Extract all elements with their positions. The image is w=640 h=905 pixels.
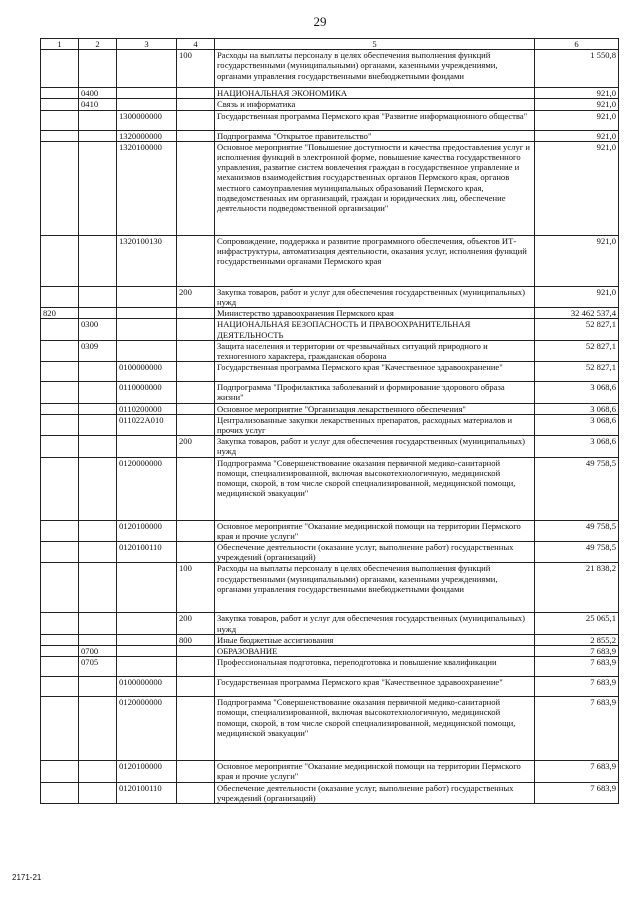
cell-expense-type: 800 <box>177 634 215 645</box>
cell-amount: 7 683,9 <box>535 761 619 782</box>
cell-section <box>79 613 117 634</box>
table-row <box>41 235 619 286</box>
cell-amount: 7 683,9 <box>535 697 619 761</box>
cell-description: Подпрограмма "Открытое правительство" <box>215 130 535 141</box>
table-row <box>41 362 619 382</box>
cell-target-article: 0100000000 <box>117 362 177 382</box>
column-header: 2 <box>79 39 117 50</box>
cell-target-article: 0120000000 <box>117 697 177 761</box>
cell-description: Основное мероприятие "Оказание медицинской помощи на территории Пермского края и прочие услуги" <box>215 761 535 782</box>
cell-section: 0300 <box>79 319 117 340</box>
cell-expense-type: 200 <box>177 436 215 457</box>
cell-target-article: 1320100000 <box>117 141 177 235</box>
cell-section <box>79 563 117 613</box>
table-row <box>41 141 619 235</box>
cell-section: 0309 <box>79 340 117 361</box>
cell-description: Закупка товаров, работ и услуг для обеспечения государственных (муниципальных) нужд <box>215 613 535 634</box>
cell-code <box>41 50 79 88</box>
cell-amount: 3 068,6 <box>535 382 619 403</box>
document-code: 2171-21 <box>12 873 42 882</box>
cell-description: Подпрограмма "Совершенствование оказания первичной медико-санитарной помощи, специализированной, включая высокотехнологичную, медицинской помощи, скорой, в том числе скорой специализированной, медицинской помощи, медицинской эвакуации" <box>215 457 535 520</box>
cell-target-article <box>117 319 177 340</box>
cell-target-article <box>117 340 177 361</box>
cell-amount: 7 683,9 <box>535 677 619 697</box>
cell-expense-type <box>177 141 215 235</box>
table-row <box>41 613 619 634</box>
cell-description: Подпрограмма "Профилактика заболеваний и формирование здорового образа жизни" <box>215 382 535 403</box>
table-header-row <box>41 39 619 50</box>
cell-amount: 49 758,5 <box>535 520 619 541</box>
cell-code <box>41 697 79 761</box>
cell-description: НАЦИОНАЛЬНАЯ ЭКОНОМИКА <box>215 88 535 99</box>
cell-expense-type <box>177 414 215 435</box>
cell-description: Государственная программа Пермского края "Развитие информационного общества" <box>215 110 535 130</box>
cell-expense-type <box>177 657 215 677</box>
cell-expense-type <box>177 88 215 99</box>
table-row <box>41 414 619 435</box>
cell-description: Основное мероприятие "Организация лекарственного обеспечения" <box>215 403 535 414</box>
cell-description: Защита населения и территории от чрезвычайных ситуаций природного и техногенного характера, гражданская оборона <box>215 340 535 361</box>
cell-section <box>79 634 117 645</box>
cell-target-article: 0120100000 <box>117 761 177 782</box>
cell-expense-type <box>177 457 215 520</box>
cell-code <box>41 613 79 634</box>
column-header: 6 <box>535 39 619 50</box>
table-row <box>41 99 619 110</box>
cell-amount: 7 683,9 <box>535 782 619 803</box>
cell-amount: 3 068,6 <box>535 403 619 414</box>
cell-expense-type <box>177 340 215 361</box>
cell-description: Связь и информатика <box>215 99 535 110</box>
cell-amount: 49 758,5 <box>535 542 619 563</box>
table-row <box>41 308 619 319</box>
cell-code <box>41 340 79 361</box>
cell-section <box>79 697 117 761</box>
cell-target-article <box>117 436 177 457</box>
cell-target-article: 1300000000 <box>117 110 177 130</box>
cell-amount: 7 683,9 <box>535 646 619 657</box>
cell-expense-type <box>177 362 215 382</box>
table-body <box>41 50 619 804</box>
cell-code <box>41 436 79 457</box>
table-row <box>41 382 619 403</box>
budget-table <box>40 38 619 804</box>
cell-expense-type <box>177 542 215 563</box>
cell-code <box>41 761 79 782</box>
cell-amount: 52 827,1 <box>535 362 619 382</box>
cell-code <box>41 646 79 657</box>
cell-code <box>41 403 79 414</box>
cell-amount: 32 462 537,4 <box>535 308 619 319</box>
cell-section: 0400 <box>79 88 117 99</box>
cell-expense-type <box>177 130 215 141</box>
cell-section <box>79 436 117 457</box>
cell-expense-type <box>177 403 215 414</box>
cell-target-article <box>117 646 177 657</box>
cell-expense-type <box>177 110 215 130</box>
cell-code <box>41 235 79 286</box>
cell-target-article: 0120100110 <box>117 782 177 803</box>
column-header: 3 <box>117 39 177 50</box>
table-row <box>41 520 619 541</box>
cell-section <box>79 130 117 141</box>
column-header: 5 <box>215 39 535 50</box>
cell-amount: 921,0 <box>535 99 619 110</box>
cell-code <box>41 382 79 403</box>
cell-expense-type: 100 <box>177 563 215 613</box>
cell-code <box>41 286 79 307</box>
cell-code: 820 <box>41 308 79 319</box>
cell-target-article <box>117 563 177 613</box>
cell-amount: 921,0 <box>535 141 619 235</box>
table-row <box>41 88 619 99</box>
cell-section <box>79 542 117 563</box>
cell-description: ОБРАЗОВАНИЕ <box>215 646 535 657</box>
table-row <box>41 657 619 677</box>
table-row <box>41 110 619 130</box>
cell-target-article <box>117 88 177 99</box>
cell-expense-type <box>177 677 215 697</box>
cell-amount: 49 758,5 <box>535 457 619 520</box>
table-row <box>41 319 619 340</box>
cell-section <box>79 414 117 435</box>
table-row <box>41 563 619 613</box>
cell-section <box>79 141 117 235</box>
column-header: 4 <box>177 39 215 50</box>
cell-amount: 7 683,9 <box>535 657 619 677</box>
table-row <box>41 340 619 361</box>
cell-expense-type <box>177 761 215 782</box>
cell-amount: 921,0 <box>535 286 619 307</box>
cell-section: 0410 <box>79 99 117 110</box>
table-row <box>41 782 619 803</box>
table-row <box>41 50 619 88</box>
cell-expense-type <box>177 319 215 340</box>
cell-code <box>41 677 79 697</box>
cell-description: Сопровождение, поддержка и развитие программного обеспечения, объектов ИТ-инфраструктуры, автоматизация деятельности, оказания услуг, исполнения функций государственными органами Пермского края <box>215 235 535 286</box>
table-row <box>41 542 619 563</box>
cell-description: Государственная программа Пермского края "Качественное здравоохранение" <box>215 362 535 382</box>
cell-expense-type: 200 <box>177 613 215 634</box>
cell-expense-type <box>177 235 215 286</box>
cell-code <box>41 362 79 382</box>
cell-section <box>79 457 117 520</box>
table-row <box>41 457 619 520</box>
cell-target-article: 0110200000 <box>117 403 177 414</box>
cell-amount: 921,0 <box>535 110 619 130</box>
cell-code <box>41 110 79 130</box>
cell-amount: 921,0 <box>535 235 619 286</box>
cell-expense-type: 200 <box>177 286 215 307</box>
cell-target-article <box>117 286 177 307</box>
cell-description: НАЦИОНАЛЬНАЯ БЕЗОПАСНОСТЬ И ПРАВООХРАНИТЕЛЬНАЯ ДЕЯТЕЛЬНОСТЬ <box>215 319 535 340</box>
cell-description: Централизованные закупки лекарственных препаратов, расходных материалов и прочих услуг <box>215 414 535 435</box>
cell-section <box>79 362 117 382</box>
cell-description: Закупка товаров, работ и услуг для обеспечения государственных (муниципальных) нужд <box>215 286 535 307</box>
cell-target-article: 0110000000 <box>117 382 177 403</box>
cell-description: Иные бюджетные ассигнования <box>215 634 535 645</box>
cell-amount: 21 838,2 <box>535 563 619 613</box>
cell-amount: 2 855,2 <box>535 634 619 645</box>
cell-expense-type: 100 <box>177 50 215 88</box>
cell-expense-type <box>177 308 215 319</box>
table-row <box>41 761 619 782</box>
table-row <box>41 646 619 657</box>
cell-expense-type <box>177 646 215 657</box>
cell-amount: 921,0 <box>535 88 619 99</box>
cell-description: Подпрограмма "Совершенствование оказания первичной медико-санитарной помощи, специализированной, включая высокотехнологичную, медицинской помощи, скорой, в том числе скорой специализированной, медицинской помощи, медицинской эвакуации" <box>215 697 535 761</box>
cell-code <box>41 319 79 340</box>
cell-section <box>79 382 117 403</box>
cell-target-article <box>117 50 177 88</box>
cell-target-article: 1320000000 <box>117 130 177 141</box>
cell-amount: 25 065,1 <box>535 613 619 634</box>
cell-target-article: 0100000000 <box>117 677 177 697</box>
cell-code <box>41 130 79 141</box>
cell-section <box>79 782 117 803</box>
cell-code <box>41 414 79 435</box>
cell-section: 0700 <box>79 646 117 657</box>
cell-amount: 3 068,6 <box>535 436 619 457</box>
cell-code <box>41 457 79 520</box>
cell-target-article: 0120100000 <box>117 520 177 541</box>
cell-target-article <box>117 99 177 110</box>
cell-description: Расходы на выплаты персоналу в целях обеспечения выполнения функций государственными (муниципальными) органами, казенными учреждениями, органами управления государственными внебюджетными фондами <box>215 563 535 613</box>
table-row <box>41 697 619 761</box>
cell-code <box>41 141 79 235</box>
cell-expense-type <box>177 382 215 403</box>
cell-description: Профессиональная подготовка, переподготовка и повышение квалификации <box>215 657 535 677</box>
cell-section <box>79 761 117 782</box>
page-number: 29 <box>313 14 327 29</box>
cell-expense-type <box>177 697 215 761</box>
cell-code <box>41 657 79 677</box>
cell-code <box>41 520 79 541</box>
cell-section <box>79 308 117 319</box>
cell-amount: 3 068,6 <box>535 414 619 435</box>
cell-expense-type <box>177 99 215 110</box>
cell-description: Расходы на выплаты персоналу в целях обеспечения выполнения функций государственными (муниципальными) органами, казенными учреждениями, органами управления государственными внебюджетными фондами <box>215 50 535 88</box>
cell-description: Основное мероприятие "Повышение доступности и качества предоставления услуг и исполнения функций в электронной форме, повышение качества государственного управления, развитие систем вовлечения граждан в государственное управление и механизмов взаимодействия государственных органов Пермского края, органов местного самоуправления муниципальных образований Пермского края, подведомственных им организаций, граждан и юридических лиц, обеспечение деятельности подведомственной организации" <box>215 141 535 235</box>
table-row <box>41 403 619 414</box>
cell-section <box>79 235 117 286</box>
cell-code <box>41 634 79 645</box>
cell-section <box>79 286 117 307</box>
table-row <box>41 436 619 457</box>
cell-section <box>79 110 117 130</box>
cell-description: Основное мероприятие "Оказание медицинской помощи на территории Пермского края и прочие услуги" <box>215 520 535 541</box>
cell-target-article <box>117 657 177 677</box>
cell-expense-type <box>177 520 215 541</box>
cell-description: Обеспечение деятельности (оказание услуг, выполнение работ) государственных учреждений (организаций) <box>215 782 535 803</box>
cell-amount: 1 550,8 <box>535 50 619 88</box>
cell-amount: 921,0 <box>535 130 619 141</box>
cell-code <box>41 99 79 110</box>
cell-target-article <box>117 308 177 319</box>
cell-target-article: 0120000000 <box>117 457 177 520</box>
cell-code <box>41 88 79 99</box>
cell-section <box>79 677 117 697</box>
cell-description: Обеспечение деятельности (оказание услуг, выполнение работ) государственных учреждений (организаций) <box>215 542 535 563</box>
cell-target-article: 1320100130 <box>117 235 177 286</box>
cell-section <box>79 520 117 541</box>
column-header: 1 <box>41 39 79 50</box>
cell-target-article: 011022А010 <box>117 414 177 435</box>
table-row <box>41 634 619 645</box>
cell-amount: 52 827,1 <box>535 340 619 361</box>
cell-section <box>79 403 117 414</box>
cell-target-article <box>117 634 177 645</box>
cell-expense-type <box>177 782 215 803</box>
table-row <box>41 130 619 141</box>
cell-amount: 52 827,1 <box>535 319 619 340</box>
cell-description: Закупка товаров, работ и услуг для обеспечения государственных (муниципальных) нужд <box>215 436 535 457</box>
cell-code <box>41 782 79 803</box>
cell-description: Государственная программа Пермского края "Качественное здравоохранение" <box>215 677 535 697</box>
cell-section <box>79 50 117 88</box>
cell-description: Министерство здравоохранения Пермского края <box>215 308 535 319</box>
cell-target-article <box>117 613 177 634</box>
cell-code <box>41 563 79 613</box>
cell-section: 0705 <box>79 657 117 677</box>
table-row <box>41 677 619 697</box>
cell-target-article: 0120100110 <box>117 542 177 563</box>
cell-code <box>41 542 79 563</box>
table-row <box>41 286 619 307</box>
